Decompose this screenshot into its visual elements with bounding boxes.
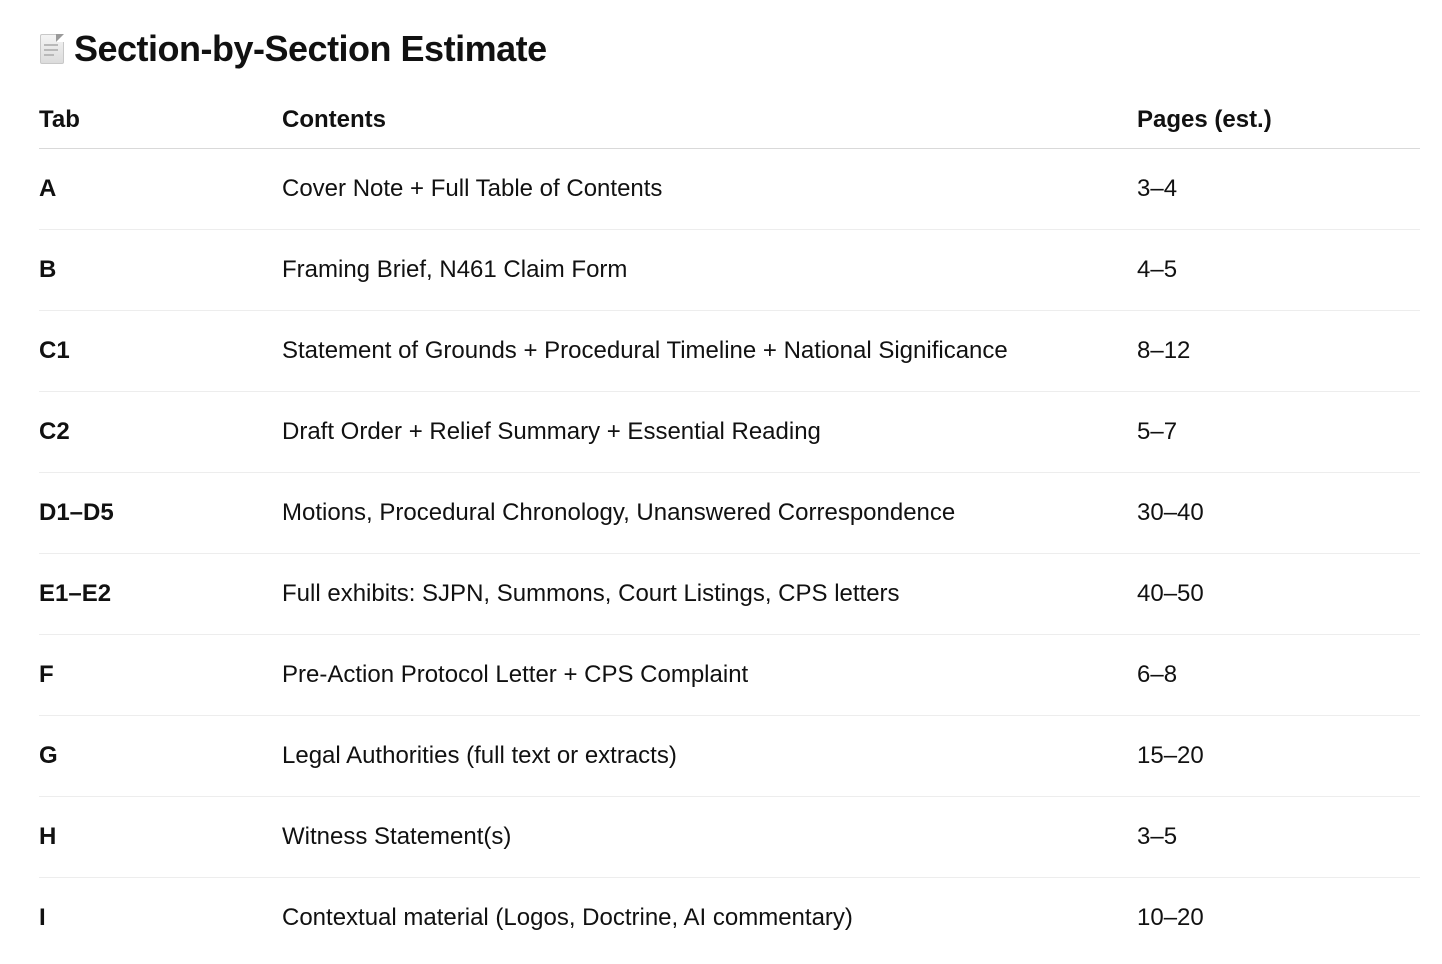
table-row [39,392,1420,473]
estimate-table [39,92,1420,958]
tab-cell: F [39,635,282,716]
table-row [39,635,1420,716]
column-header-contents: Contents [282,92,1137,149]
pages-cell: 5–7 [1137,392,1420,473]
table-row [39,878,1420,959]
tab-cell: C2 [39,392,282,473]
pages-cell: 30–40 [1137,473,1420,554]
pages-cell: 3–4 [1137,149,1420,230]
pages-cell: 3–5 [1137,797,1420,878]
tab-cell: D1–D5 [39,473,282,554]
pages-cell: 10–20 [1137,904,1204,931]
tab-cell: B [39,230,282,311]
table-header-row [39,92,1420,149]
contents-cell: Motions, Procedural Chronology, Unanswered Correspondence [282,473,1137,554]
table-row [39,149,1420,230]
page-title: Section-by-Section Estimate [74,28,547,69]
contents-cell: Pre-Action Protocol Letter + CPS Complaint [282,635,1137,716]
column-header-pages: Pages (est.) [1137,92,1420,149]
contents-cell: Witness Statement(s) [282,797,1137,878]
table-row [39,797,1420,878]
tab-cell: I [39,904,46,931]
contents-cell: Legal Authorities (full text or extracts) [282,716,1137,797]
contents-cell: Framing Brief, N461 Claim Form [282,230,1137,311]
pages-cell: 6–8 [1137,635,1420,716]
tab-cell: A [39,149,282,230]
contents-cell: Cover Note + Full Table of Contents [282,149,1137,230]
table-row [39,554,1420,635]
table-row [39,716,1420,797]
tab-cell: E1–E2 [39,554,282,635]
pages-cell: 8–12 [1137,311,1420,392]
contents-cell: Contextual material (Logos, Doctrine, AI commentary) [282,904,853,931]
contents-cell: Full exhibits: SJPN, Summons, Court Listings, CPS letters [282,554,1137,635]
pages-cell: 15–20 [1137,716,1420,797]
tab-cell: G [39,716,282,797]
pages-cell: 4–5 [1137,230,1420,311]
table-row [39,473,1420,554]
column-header-tab: Tab [39,92,282,149]
section-heading [38,26,547,72]
pages-cell: 40–50 [1137,554,1420,635]
table-row [39,230,1420,311]
page-facing-up-icon [38,32,66,66]
tab-cell: H [39,797,282,878]
contents-cell: Statement of Grounds + Procedural Timeline + National Significance [282,311,1137,392]
table-row [39,311,1420,392]
tab-cell: C1 [39,311,282,392]
contents-cell: Draft Order + Relief Summary + Essential Reading [282,392,1137,473]
